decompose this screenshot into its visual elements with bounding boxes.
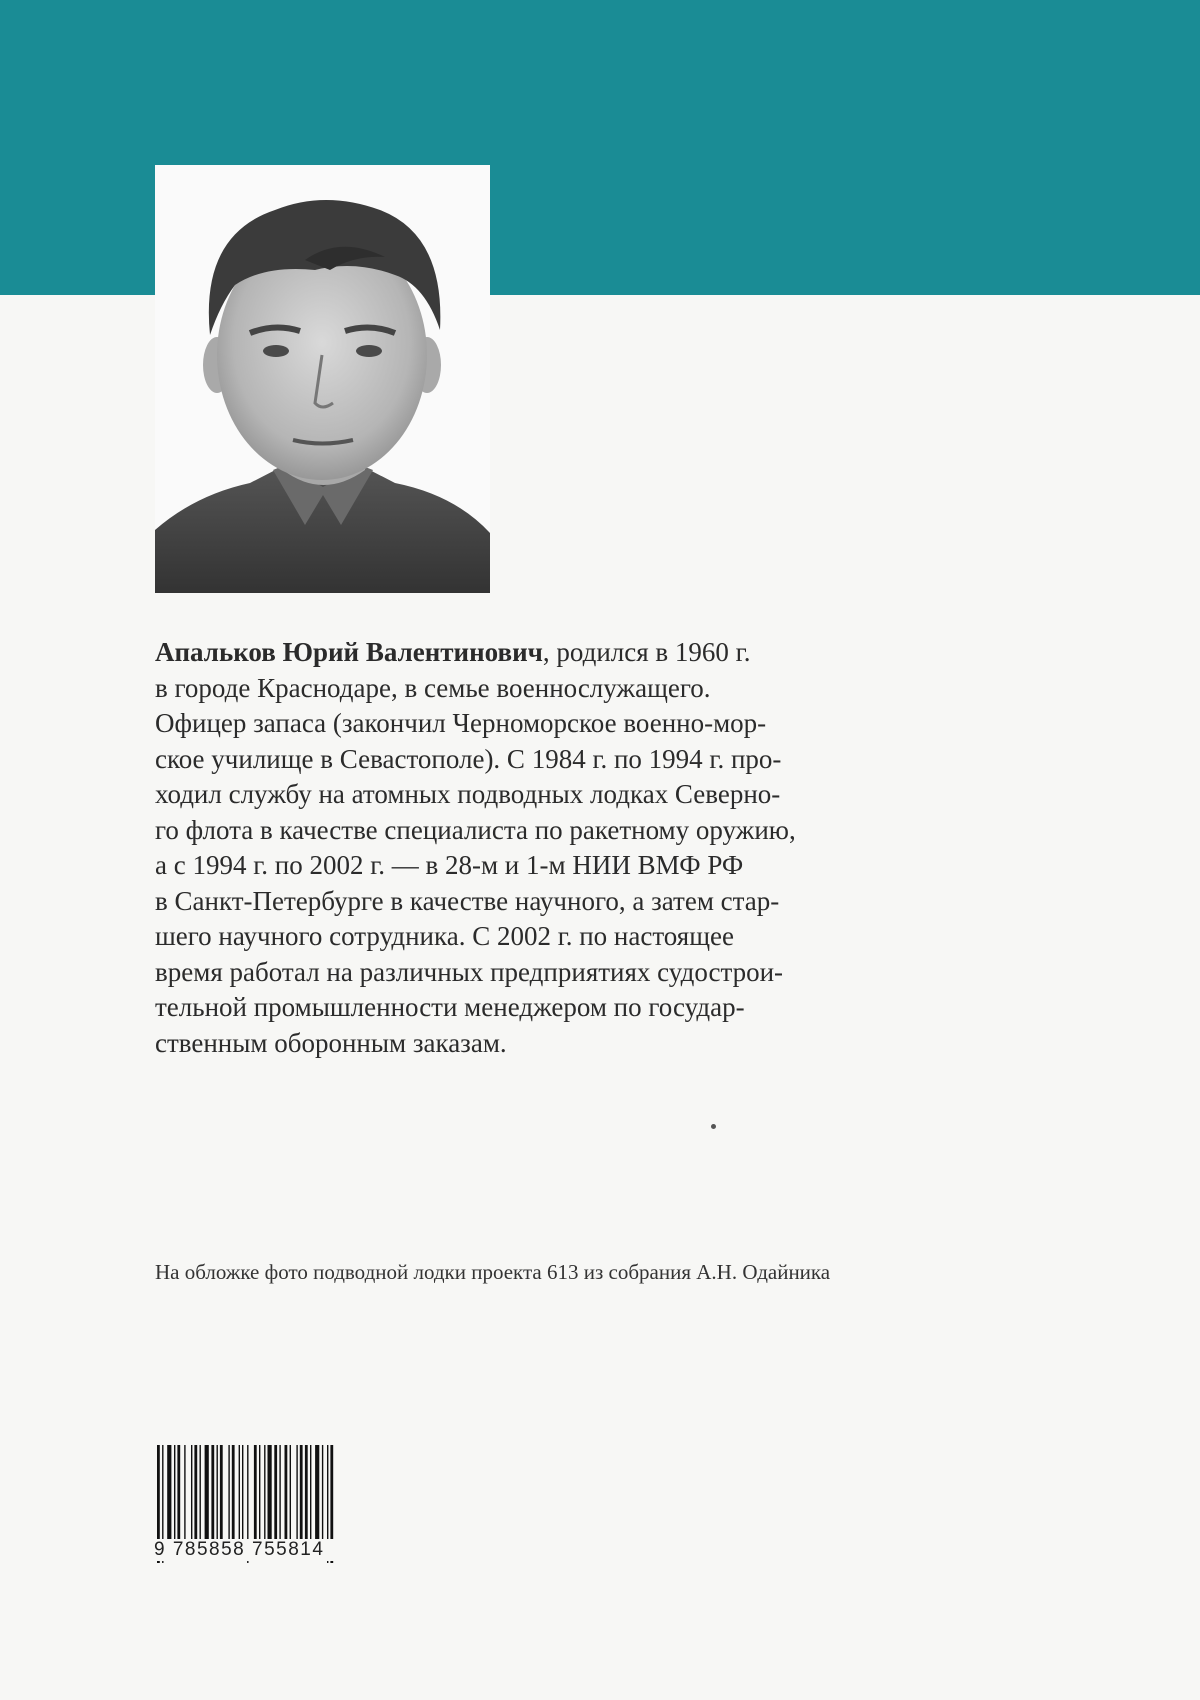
barcode-bar	[177, 1445, 180, 1545]
barcode-bar	[174, 1445, 175, 1545]
barcode-bar	[194, 1445, 197, 1545]
barcode-bar	[228, 1445, 229, 1545]
barcode-bar	[217, 1445, 218, 1545]
bio-line: а с 1994 г. по 2002 г. — в 28-м и 1-м НИИ ВМФ РФ	[155, 850, 744, 880]
barcode-bar	[285, 1445, 288, 1545]
author-photo	[155, 165, 490, 593]
barcode-bar	[239, 1445, 240, 1545]
bio-line: шего научного сотрудника. С 2002 г. по настоящее	[155, 921, 734, 951]
author-bio	[155, 635, 915, 1061]
bio-line: ское училище в Севастополе). С 1984 г. по 1994 г. про-	[155, 743, 782, 774]
bio-line	[155, 635, 915, 671]
barcode-bar	[220, 1445, 223, 1545]
barcode-bar	[290, 1445, 291, 1545]
barcode-bar	[315, 1445, 319, 1545]
barcode-bar	[305, 1445, 308, 1545]
barcode-bar	[322, 1445, 323, 1545]
barcode-bar	[211, 1445, 214, 1545]
bio-line: тельной промышленности менеджером по государ-	[155, 992, 745, 1022]
barcode-bar	[296, 1445, 297, 1545]
bio-line: ственным оборонным заказам.	[155, 1027, 507, 1058]
cover-photo-credit: На обложке фото подводной лодки проекта 613 из собрания А.Н. Одайника	[155, 1260, 831, 1284]
barcode-bar	[232, 1445, 235, 1545]
barcode-bar	[242, 1445, 243, 1545]
barcode-bar	[200, 1445, 201, 1545]
barcode-bar	[167, 1445, 171, 1545]
barcode-bar	[184, 1445, 185, 1545]
author-name: Апальков Юрий Валентинович	[155, 637, 543, 667]
bio-line: го флота в качестве специалиста по ракетному оружию,	[155, 814, 796, 845]
barcode-bar	[254, 1445, 257, 1545]
author-portrait-icon	[155, 165, 490, 593]
barcode-bar	[191, 1445, 192, 1545]
printing-speck	[711, 1124, 716, 1129]
bio-line: в городе Краснодаре, в семье военнослужащего.	[155, 672, 711, 703]
bio-line-1-rest: , родился в 1960 г.	[542, 637, 751, 667]
bio-line: в Санкт-Петербурге в качестве научного, а затем стар-	[155, 885, 780, 916]
barcode-bar	[274, 1445, 277, 1545]
barcode-bar	[205, 1445, 209, 1545]
bio-line: ходил службу на атомных подводных лодках Северно-	[155, 779, 781, 809]
barcode-bar	[264, 1445, 265, 1545]
bio-line: время работал на различных предприятиях судострои-	[155, 956, 784, 987]
barcode-bar	[279, 1445, 280, 1545]
barcode-bar	[268, 1445, 272, 1545]
isbn-number: 9 785858 755814	[152, 1539, 394, 1561]
barcode-bar	[310, 1445, 311, 1545]
bio-line: Офицер запаса (закончил Черноморское военно-мор-	[155, 708, 767, 738]
barcode-bar	[259, 1445, 260, 1545]
barcode-bar	[300, 1445, 303, 1545]
